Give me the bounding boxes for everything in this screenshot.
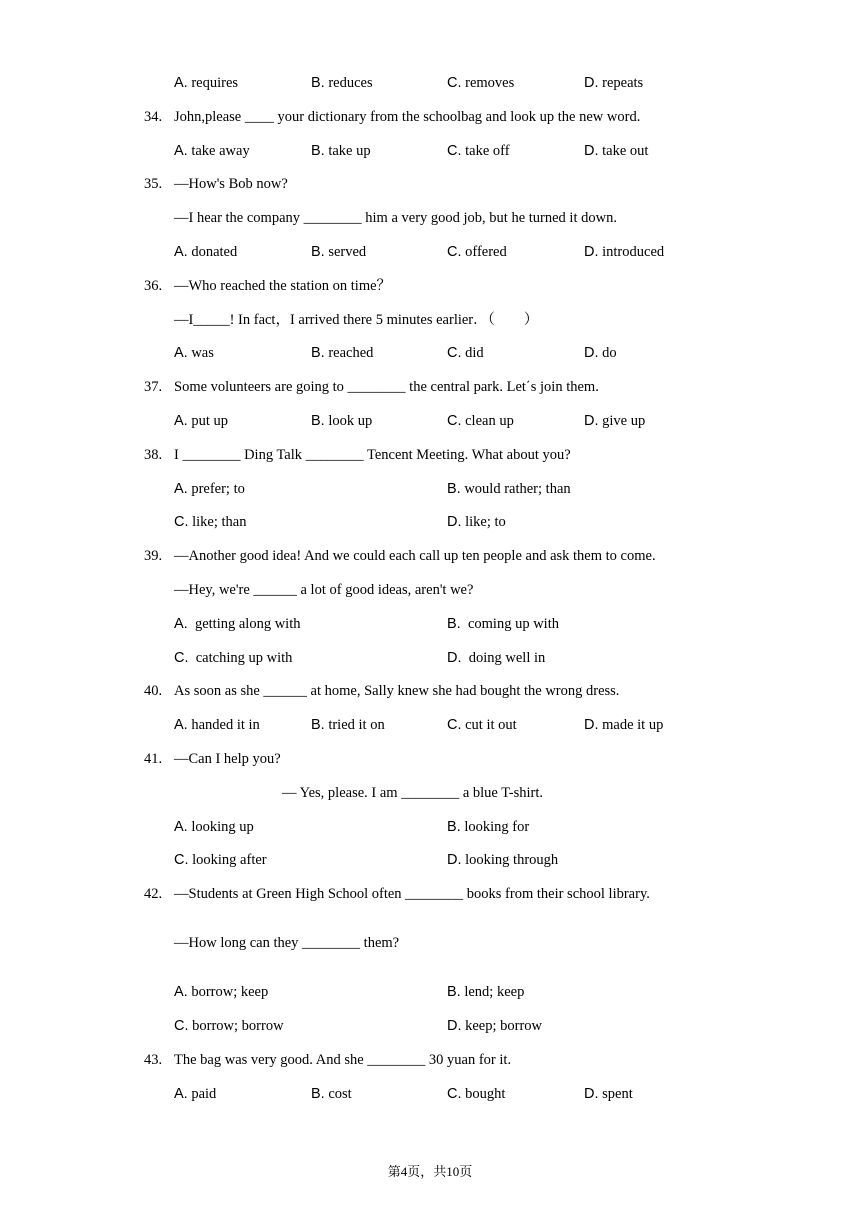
option-a: A. prefer; to — [174, 481, 245, 497]
question-line: —I_____! In fact，I arrived there 5 minutes earlier．（ ） — [174, 312, 539, 328]
option-d: D. give up — [584, 413, 646, 429]
option-d: D. do — [584, 345, 617, 361]
option-c: C. clean up — [447, 413, 514, 429]
question-line: —Hey, we're ______ a lot of good ideas, aren't we? — [174, 582, 474, 598]
question-line: —Can I help you? — [174, 751, 281, 767]
option-d: D. take out — [584, 143, 649, 159]
question-line: — Yes, please. I am ________ a blue T-shirt. — [282, 785, 543, 801]
option-d: D. introduced — [584, 244, 665, 260]
option-c: C. cut it out — [447, 717, 517, 733]
option-b: B. reduces — [311, 75, 373, 91]
option-b: B. reached — [311, 345, 374, 361]
option-c: C. borrow; borrow — [174, 1018, 284, 1034]
question-number: 41. — [144, 751, 163, 767]
option-a: A. handed it in — [174, 717, 260, 733]
option-c: C. bought — [447, 1086, 506, 1102]
option-c: C. removes — [447, 75, 515, 91]
question-line: —I hear the company ________ him a very good job, but he turned it down. — [174, 210, 617, 226]
option-b: B. tried it on — [311, 717, 385, 733]
option-c: C. looking after — [174, 852, 267, 868]
option-c: C. offered — [447, 244, 507, 260]
option-b: B. cost — [311, 1086, 352, 1102]
option-b: B. take up — [311, 143, 371, 159]
question-stem: The bag was very good. And she ________ 30 yuan for it. — [174, 1052, 512, 1068]
question-line: —How's Bob now? — [174, 176, 288, 192]
option-b: B. looking for — [447, 819, 530, 835]
option-a: A. paid — [174, 1086, 217, 1102]
option-c: C. catching up with — [174, 650, 293, 666]
question-number: 40. — [144, 683, 163, 699]
option-b: B. look up — [311, 413, 373, 429]
option-c: C. did — [447, 345, 484, 361]
question-stem: As soon as she ______ at home, Sally knew she had bought the wrong dress. — [174, 683, 620, 699]
option-b: B. would rather; than — [447, 481, 571, 497]
option-a: A. put up — [174, 413, 228, 429]
option-d: D. keep; borrow — [447, 1018, 543, 1034]
option-a: A. requires — [174, 75, 239, 91]
option-d: D. like; to — [447, 514, 506, 530]
question-stem: John,please ____ your dictionary from the schoolbag and look up the new word. — [174, 109, 641, 125]
option-b: B. coming up with — [447, 616, 559, 632]
option-a: A. getting along with — [174, 616, 301, 632]
option-c: C. like; than — [174, 514, 247, 530]
question-line: —Students at Green High School often ________ books from their school library. — [174, 886, 650, 902]
option-a: A. borrow; keep — [174, 984, 269, 1000]
option-a: A. was — [174, 345, 214, 361]
option-a: A. take away — [174, 143, 250, 159]
page-footer: 第4页，共10页 — [387, 1164, 473, 1179]
question-number: 38. — [144, 447, 163, 463]
option-b: B. served — [311, 244, 367, 260]
question-number: 35. — [144, 176, 163, 192]
option-d: D. doing well in — [447, 650, 546, 666]
question-number: 37. — [144, 379, 163, 395]
option-b: B. lend; keep — [447, 984, 525, 1000]
option-d: D. made it up — [584, 717, 664, 733]
option-c: C. take off — [447, 143, 510, 159]
question-line: —How long can they ________ them? — [174, 935, 400, 951]
question-number: 42. — [144, 886, 163, 902]
question-number: 36. — [144, 278, 163, 294]
option-d: D. repeats — [584, 75, 644, 91]
option-d: D. looking through — [447, 852, 559, 868]
option-a: A. donated — [174, 244, 238, 260]
option-a: A. looking up — [174, 819, 254, 835]
question-number: 39. — [144, 548, 163, 564]
question-stem: Some volunteers are going to ________ the central park. Let΄s join them. — [174, 379, 599, 395]
question-stem: I ________ Ding Talk ________ Tencent Meeting. What about you? — [174, 447, 571, 463]
option-d: D. spent — [584, 1086, 633, 1102]
question-number: 34. — [144, 109, 163, 125]
question-line: —Who reached the station on time？ — [174, 278, 392, 294]
question-number: 43. — [144, 1052, 163, 1068]
question-line: —Another good idea! And we could each call up ten people and ask them to come. — [174, 548, 656, 564]
